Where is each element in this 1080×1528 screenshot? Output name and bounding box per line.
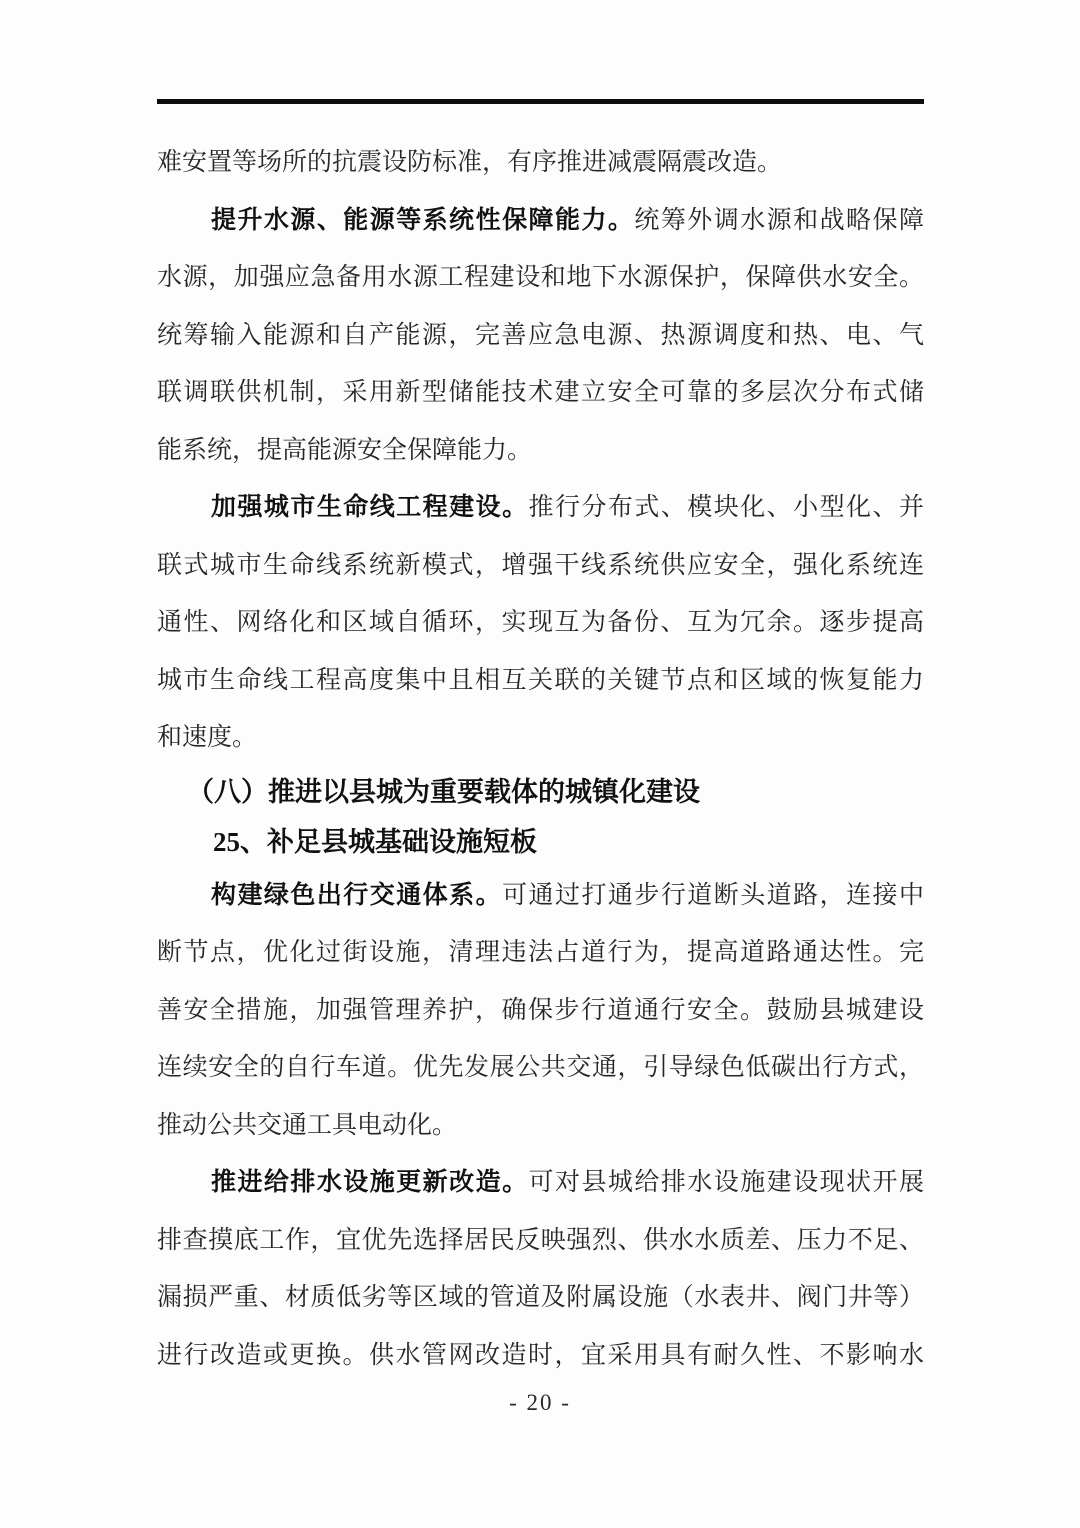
text-run: 统筹外调水源和战略保障 <box>634 206 924 234</box>
paragraph-green-transport <box>157 867 924 1155</box>
text-line <box>157 924 924 982</box>
text-line <box>157 1327 924 1385</box>
text-run: 联调联供机制，采用新型储能技术建立安全可靠的多层次分布式储 <box>157 379 924 406</box>
bold-run: 加强城市生命线工程建设。 <box>211 494 529 521</box>
paragraph-continuation <box>157 134 924 192</box>
text-run: 城市生命线工程高度集中且相互关联的关键节点和区域的恢复能力 <box>157 666 924 694</box>
text-line <box>157 817 924 867</box>
text-run: 推动公共交通工具电动化。 <box>157 1111 458 1139</box>
text-run: 连续安全的自行车道。优先发展公共交通，引导绿色低碳出行方式， <box>157 1054 924 1081</box>
text-run: 能系统，提高能源安全保障能力。 <box>157 436 533 464</box>
text-line <box>157 1097 924 1155</box>
item-heading-25 <box>157 817 924 867</box>
text-line <box>157 867 924 925</box>
paragraph-water-energy-security <box>157 192 924 480</box>
text-line <box>157 249 924 307</box>
header-rule <box>157 99 924 104</box>
document-body <box>157 134 924 1384</box>
bold-run: （八）推进以县城为重要载体的城镇化建设 <box>187 776 700 807</box>
bold-run: 推进给排水设施更新改造。 <box>211 1169 529 1196</box>
text-run: 推行分布式、模块化、小型化、并 <box>528 494 924 521</box>
text-line <box>157 364 924 422</box>
text-line <box>157 1154 924 1212</box>
text-run: 水源，加强应急备用水源工程建设和地下水源保护，保障供水安全。 <box>157 264 924 291</box>
text-run: 通性、网络化和区域自循环，实现互为备份、互为冗余。逐步提高 <box>157 609 924 636</box>
text-run: 进行改造或更换。供水管网改造时，宜采用具有耐久性、不影响水 <box>157 1341 924 1369</box>
bold-run: 构建绿色出行交通体系。 <box>211 881 503 909</box>
text-run: 善安全措施，加强管理养护，确保步行道通行安全。鼓励县城建设 <box>157 996 924 1024</box>
text-run: 断节点，优化过街设施，清理违法占道行为，提高道路通达性。完 <box>157 939 924 966</box>
text-line <box>157 537 924 595</box>
text-line <box>157 1269 924 1327</box>
text-line <box>157 1039 924 1097</box>
text-line <box>157 652 924 710</box>
text-line <box>157 767 924 817</box>
paragraph-city-lifeline <box>157 479 924 767</box>
text-line <box>157 307 924 365</box>
text-run: 难安置等场所的抗震设防标准，有序推进减震隔震改造。 <box>157 149 783 176</box>
bold-run: 提升水源、能源等系统性保障能力。 <box>211 206 635 234</box>
text-line <box>157 594 924 652</box>
text-run: 统筹输入能源和自产能源，完善应急电源、热源调度和热、电、气 <box>157 321 924 349</box>
text-line <box>157 134 924 192</box>
section-heading-8 <box>157 767 924 817</box>
page-number: - 20 - <box>509 1390 571 1415</box>
text-run: 漏损严重、材质低劣等区域的管道及附属设施（水表井、阀门井等） <box>157 1284 924 1311</box>
paragraph-water-drainage-renewal <box>157 1154 924 1384</box>
text-line <box>157 479 924 537</box>
text-line <box>157 1212 924 1270</box>
text-run: 和速度。 <box>157 724 258 751</box>
bold-run: 25、补足县城基础设施短板 <box>213 826 537 857</box>
text-run: 可对县城给排水设施建设现状开展 <box>528 1169 924 1196</box>
text-line <box>157 982 924 1040</box>
text-run: 联式城市生命线系统新模式，增强干线系统供应安全，强化系统连 <box>157 551 924 579</box>
text-line <box>157 192 924 250</box>
text-run: 可通过打通步行道断头道路，连接中 <box>502 881 924 909</box>
text-line <box>157 422 924 480</box>
text-line <box>157 709 924 767</box>
text-run: 排查摸底工作，宜优先选择居民反映强烈、供水水质差、压力不足、 <box>157 1226 924 1254</box>
